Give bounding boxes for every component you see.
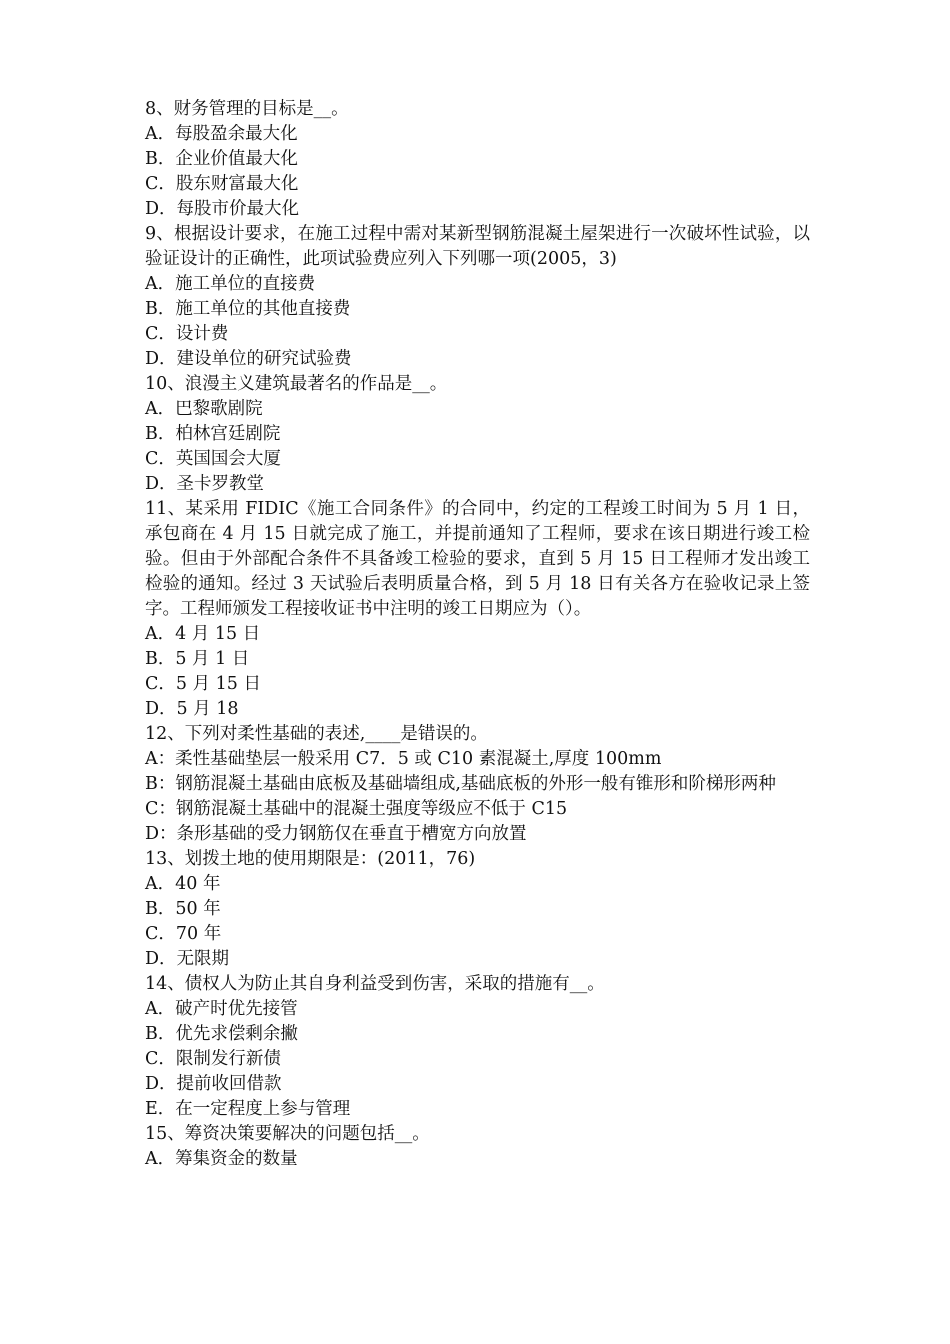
question-8-option-d: D．每股市价最大化 [145, 199, 300, 219]
question-9-option-b: B．施工单位的其他直接费 [145, 299, 351, 319]
question-15-option-a: A．筹集资金的数量 [145, 1149, 298, 1169]
question-8-stem: 8、财务管理的目标是__。 [145, 99, 349, 119]
question-12-option-c: C：钢筋混凝土基础中的混凝土强度等级应不低于 C15 [145, 799, 568, 819]
question-14-option-a: A．破产时优先接管 [145, 999, 298, 1019]
question-14-option-c: C．限制发行新债 [145, 1049, 281, 1069]
question-11-option-d: D．5 月 18 [145, 699, 239, 719]
question-8-option-b: B．企业价值最大化 [145, 149, 298, 169]
question-10-option-b: B．柏林宫廷剧院 [145, 424, 281, 444]
question-12-stem: 12、下列对柔性基础的表述,____是错误的。 [145, 724, 488, 744]
question-9-option-a: A．施工单位的直接费 [145, 274, 316, 294]
question-12-option-a: A：柔性基础垫层一般采用 C7．5 或 C10 素混凝土,厚度 100mm [145, 749, 662, 769]
question-10-stem: 10、浪漫主义建筑最著名的作品是__。 [145, 374, 448, 394]
question-9-option-d: D．建设单位的研究试验费 [145, 349, 352, 369]
question-13-option-d: D．无限期 [145, 949, 230, 969]
question-11-option-c: C．5 月 15 日 [145, 674, 261, 694]
question-12-option-d: D：条形基础的受力钢筋仅在垂直于槽宽方向放置 [145, 824, 527, 844]
question-13-option-a: A．40 年 [145, 874, 221, 894]
question-14-stem: 14、债权人为防止其自身利益受到伤害，采取的措施有__。 [145, 974, 605, 994]
question-11-option-a: A．4 月 15 日 [145, 624, 261, 644]
question-14-option-d: D．提前收回借款 [145, 1074, 282, 1094]
question-list [145, 97, 810, 1172]
question-11-stem: 11、某采用 FIDIC《施工合同条件》的合同中，约定的工程竣工时间为 5 月 1 日，承包商在 4 月 15 日就完成了施工，并提前通知了工程师，要求在该日期进行竣工检验。但由于外部配合条件不具备竣工检验的要求，直到 5 月 15 日工程师才发出竣工检验的通知。经过 3 天试验后表明质量合格，到 5 月 18 日有关各方在验收记录上签字。工程师颁发工程接收证书中注明的竣工日期应为（）。 [145, 499, 810, 619]
question-13-option-c: C．70 年 [145, 924, 222, 944]
question-9-stem: 9、根据设计要求，在施工过程中需对某新型钢筋混凝土屋架进行一次破坏性试验，以验证设计的正确性，此项试验费应列入下列哪一项(2005，3) [145, 224, 810, 269]
question-10-option-a: A．巴黎歌剧院 [145, 399, 263, 419]
question-8-option-c: C．股东财富最大化 [145, 174, 299, 194]
question-14-option-b: B．优先求偿剩余撇 [145, 1024, 298, 1044]
question-12-option-b: B：钢筋混凝土基础由底板及基础墙组成,基础底板的外形一般有锥形和阶梯形两种 [145, 774, 776, 794]
question-13-stem: 13、划拨土地的使用期限是：(2011，76) [145, 849, 476, 869]
question-15-stem: 15、筹资决策要解决的问题包括__。 [145, 1124, 430, 1144]
question-10-option-d: D．圣卡罗教堂 [145, 474, 265, 494]
question-14-option-e: E．在一定程度上参与管理 [145, 1099, 351, 1119]
question-8-option-a: A．每股盈余最大化 [145, 124, 298, 144]
question-10-option-c: C．英国国会大厦 [145, 449, 281, 469]
question-13-option-b: B．50 年 [145, 899, 221, 919]
question-11-option-b: B．5 月 1 日 [145, 649, 250, 669]
question-9-option-c: C．设计费 [145, 324, 229, 344]
